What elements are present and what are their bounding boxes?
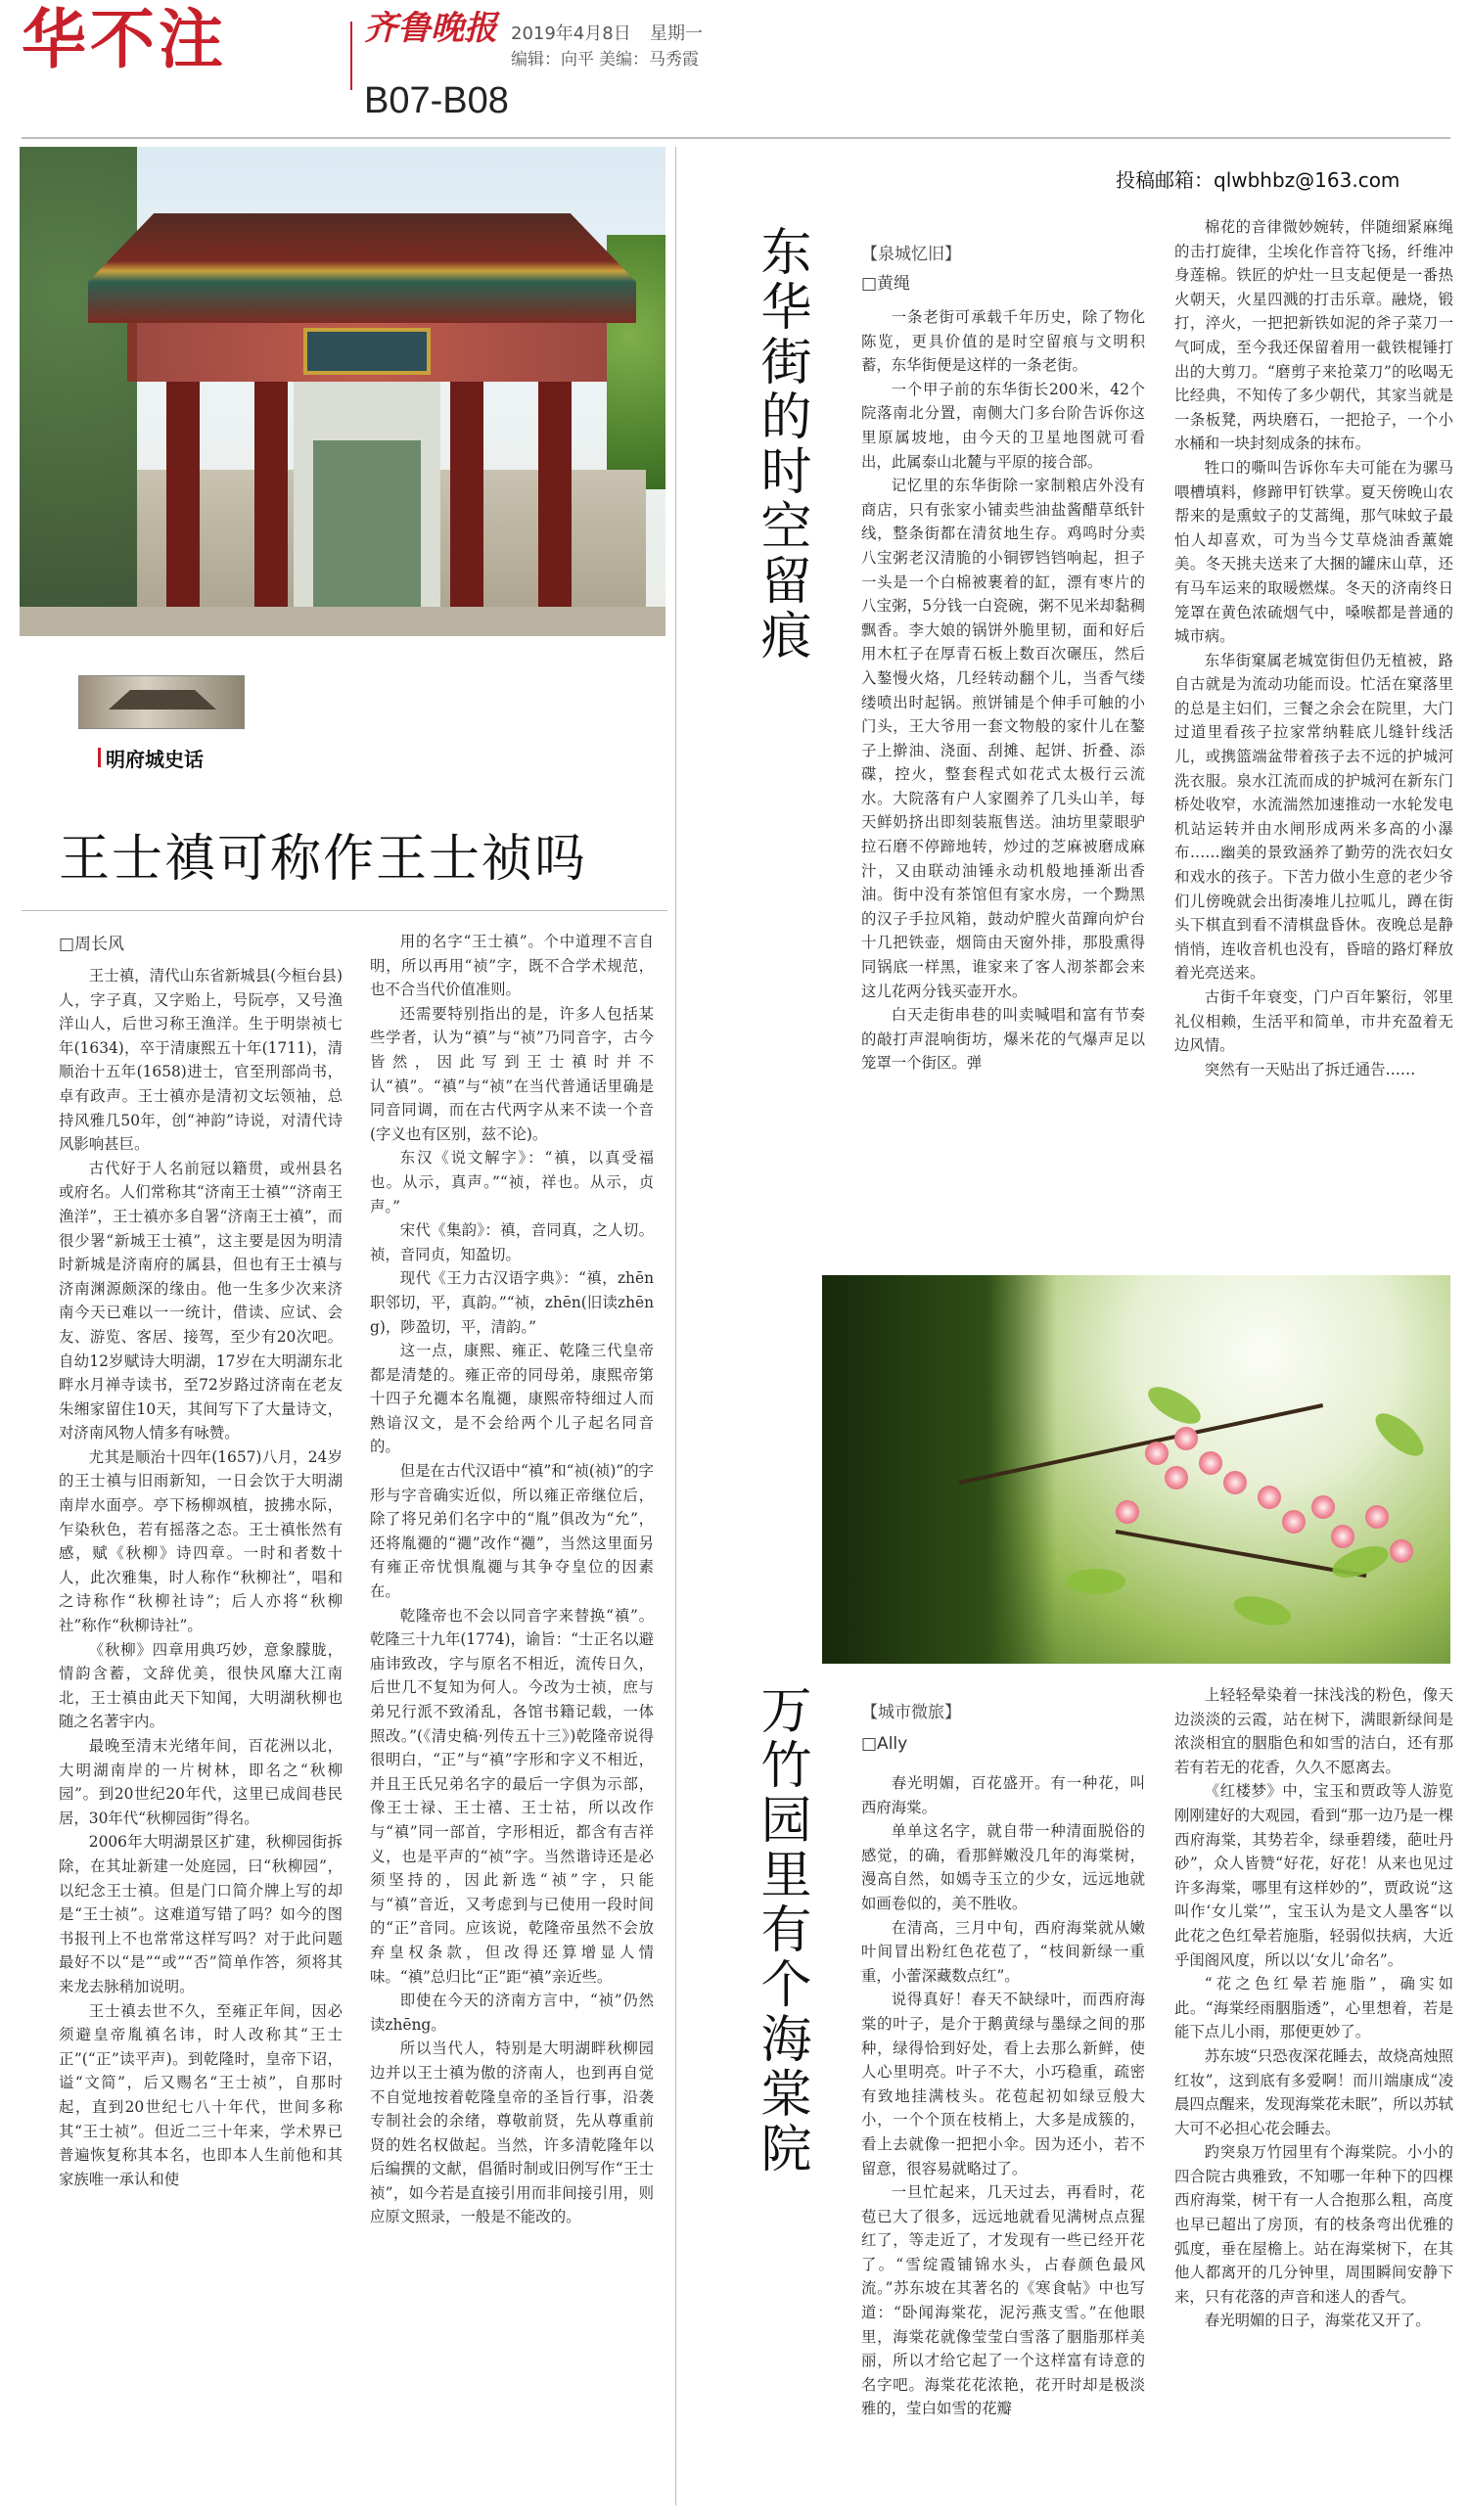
article-paragraph: 在清高，三月中旬，西府海棠就从嫩叶间冒出粉红色花苞了，“枝间新绿一重重，小蕾深藏数点红”。 (861, 1918, 1145, 1985)
article-paragraph: 牲口的嘶叫告诉你车夫可能在为骡马喂槽填料，修蹄甲钉铁掌。夏天傍晚山农帮来的是熏蚊子的艾蒿绳，那气味蚊子最怕人却喜欢，可为当今艾草烧油香薰媲美。冬天挑夫送来了大捆的罐床山草，还有马车运来的取暖燃煤。冬天的济南终日笼罩在黄色浓硫烟气中，嗓喉都是普通的城市病。 (1174, 458, 1453, 646)
article-paragraph: 上轻轻晕染着一抹浅浅的粉色，像天边淡淡的云霞，站在树下，满眼新绿间是浓淡相宜的胭脂色和如雪的洁白，还有那若有若无的花香，久久不愿离去。 (1174, 1686, 1453, 1776)
article-column-2 (1174, 215, 1453, 1266)
article-column-1 (861, 305, 1145, 1266)
column-tag: 明府城史话 (106, 748, 204, 771)
article-column-2 (370, 930, 654, 2510)
article-paragraph: 宋代《集韵》：禛，音同真，之人切。祯，音同贞，知盈切。 (370, 1221, 654, 1263)
page-numbers: B07-B08 (364, 80, 509, 121)
article-paragraph: 春光明媚，百花盛开。有一种花，叫西府海棠。 (861, 1774, 1145, 1816)
article-paragraph: 但是在古代汉语中“禛”和“祯(祯)”的字形与字音确实近似，所以雍正帝继位后，除了将兄弟们名字中的“胤”俱改为“允”，还将胤禵的“禵”改作“禵”，当然这里面另有雍正帝忧惧胤禵与其争夺皇位的因素在。 (370, 1462, 654, 1601)
article-paragraph: 说得真好！春天不缺绿叶，而西府海棠的叶子，是介于鹅黄绿与墨绿之间的那种，绿得恰到好处，看上去那么新鲜，使人心里明亮。叶子不大，小巧稳重，疏密有致地挂满枝头。花苞起初如绿豆般大小，一个个顶在枝梢上，大多是成簇的，看上去就像一把把小伞。因为还小，若不留意，很容易就略过了。 (861, 1991, 1145, 2177)
article-paragraph: 棉花的音律微妙婉转，伴随细紧麻绳的击打旋律，尘埃化作音符飞扬，纤维冲身莲棉。铁匠的炉灶一旦支起便是一番热火朝天，火星四溅的打击乐章。融烧，锻打，淬火，一把把新铁如泥的斧子菜刀一气呵成，至今我还保留着用一截铁棍锤打出的大剪刀。“磨剪子来抢菜刀”的吆喝无比经典，不知传了多少朝代，其家当就是一条板凳，两块磨石，一把抢子，一个小水桶和一块封刻成条的抹布。 (1174, 218, 1453, 453)
article-paragraph: 即使在今天的济南方言中，“祯”仍然读zhēng。 (370, 1992, 654, 2034)
article-paragraph: 一旦忙起来，几天过去，再看时，花苞已大了很多，远远地就看见满树点点猩红了，等走近了，才发现有一些已经开花了。“雪绽霞铺锦水头，占春颜色最风流。”苏东坡在其著名的《寒食帖》中也写道：“卧闻海棠花，泥污燕支雪。”在他眼里，海棠花就像莹莹白雪落了胭脂那样美丽，所以才给它起了一个这样富有诗意的名字吧。海棠花花浓艳，花开时却是极淡雅的，莹白如雪的花瓣 (861, 2183, 1145, 2418)
article-paragraph: “花之色红晕若施脂”，确实如此。“海棠经雨胭脂透”，心里想着，若是能下点儿小雨，那便更妙了。 (1174, 1975, 1453, 2041)
article-paragraph: 春光明媚的日子，海棠花又开了。 (1204, 2312, 1431, 2330)
article-column-1 (861, 1771, 1145, 2510)
article-column-1 (59, 964, 343, 2510)
article-paragraph: 趵突泉万竹园里有个海棠院。小小的四合院古典雅致，不知哪一年种下的四棵西府海棠，树干有一人合抱那么粗，高度也早已超出了房顶，有的枝条弯出优雅的弧度，垂在屋檐上。站在海棠树下，在其他人都离开的几分钟里，周围瞬间安静下来，只有花落的声音和迷人的香气。 (1174, 2143, 1453, 2306)
article-paragraph: 最晚至清末光绪年间，百花洲以北，大明湖南岸的一片树林，即名之“秋柳园”。到20世纪20年代，这里已成闾巷民居，30年代“秋柳园街”得名。 (59, 1737, 343, 1827)
section-brand: 华不注 (22, 2, 227, 77)
article-column-2 (1174, 1683, 1453, 2510)
article-paragraph: 记忆里的东华街除一家制粮店外没有商店，只有张家小铺卖些油盐酱醋草纸针线，整条街都在清贫地生存。鸡鸣时分卖八宝粥老汉清脆的小铜锣铛铛响起，担子一头是一个白棉被裹着的缸，漂有枣片的八宝粥，5分钱一白瓷碗，粥不见米却黏稠飘香。李大娘的锅饼外脆里韧，面和好后用木杠子在厚青石板上数百次碾压，然后入鏊慢火烙，几经转动翻个儿，当香气缕缕喷出时起锅。煎饼铺是个伸手可触的小门头，王大爷用一套文物般的家什儿在鏊子上擀油、浇面、刮摊、起饼、折叠、添碟，控火，整套程式如花式太极行云流水。大院落有户人家圈养了几头山羊，每天鲜奶挤出即刻装瓶售送。油坊里蒙眼驴拉石磨不停蹄地转，炒过的芝麻被磨成麻汁，又由联动油锤永动机般地捶渐出香油。街中没有茶馆但有家水房，一个黝黑的汉子手拉风箱，鼓动炉膛火苗蹿向炉台十几把铁壶，烟筒由天窗外排，那股熏得同锅底一样黑，谁家来了客人沏茶都会来这儿花两分钱买壶开水。 (861, 477, 1145, 1000)
article-paragraph: 王士禛，清代山东省新城县(今桓台县)人，字子真，又字贻上，号阮亭，又号渔洋山人，后世习称王渔洋。生于明崇祯七年(1634)，卒于清康熙五十年(1711)，清顺治十五年(1658)进士，官至刑部尚书，卓有政声。王士禛亦是清初文坛领袖，总持风雅几50年，创“神韵”诗说，对清代诗风影响甚巨。 (59, 967, 343, 1154)
article-paragraph: 白天走街串巷的叫卖喊唱和富有节奏的敲打声混响街坊，爆米花的气爆声足以笼罩一个街区。弹 (861, 1006, 1145, 1073)
article-paragraph: 一个甲子前的东华街长200米，42个院落南北分置，南侧大门多台阶告诉你这里原属坡地，由今天的卫星地图就可看出，此属泰山北麓与平原的接合部。 (861, 380, 1145, 471)
article-paragraph: 《秋柳》四章用典巧妙，意象朦胧，情韵含蓄，文辞优美，很快风靡大江南北，王士禛由此天下知闻，大明湖秋柳也随之名著宇内。 (59, 1640, 343, 1731)
article-paragraph: 古代好于人名前冠以籍贯，或州县名或府名。人们常称其“济南王士禛”“济南王渔洋”，王士禛亦多自署“济南王士禛”，而很少署“新城王士禛”，这主要是因为明清时新城是济南府的属县，但也有王士禛与济南渊源颇深的缘由。他一生多少次来济南今天已难以一一统计，借读、应试、会友、游览、客居、接驾，至少有20次吧。自幼12岁赋诗大明湖，17岁在大明湖东北畔水月禅寺读书，至72岁路过济南在老友朱缃家留住10天，其间写下了大量诗文，对济南风物人情多有咏赞。 (59, 1159, 343, 1443)
article-paragraph: 用的名字“王士禛”。个中道理不言自明，所以再用“祯”字，既不合学术规范，也不合当代价值准则。 (370, 933, 654, 999)
article-paragraph: 东汉《说文解字》：“禛，以真受福也。从示，真声。”“祯，祥也。从示，贞声。” (370, 1149, 654, 1215)
article-paragraph: 乾隆帝也不会以同音字来替换“禛”。乾隆三十九年(1774)，谕旨：“士正名以避庙讳致改，字与原名不相近，流传日久，后世几不复知为何人。今改为士祯，庶与弟兄行派不致淆乱，各馆书籍记载，一体照改。”(《清史稿·列传五十三》)乾隆帝说得很明白，“正”与“禛”字形和字义不相近，并且王氏兄弟名字的最后一字俱为示部，像王士禄、王士禧、王士祜，所以改作与“禛”同一部首，字形相近，都含有吉祥义，也是平声的“祯”字。当然谐诗还是必须坚持的，因此新选“祯”字，只能与“禛”音近，又考虑到与已使用一段时间的“正”音同。应该说，乾隆帝虽然不会放弃皇权条款，但改得还算增显人情味。“禛”总归比“正”距“禛”亲近些。 (370, 1606, 654, 1986)
begonia-photo (822, 1275, 1450, 1664)
section-tag: 【城市微旅】 (861, 1703, 961, 1722)
article-paragraph: 古街千年衰变，门户百年繁衍，邻里礼仪相赖，生活平和简单，市井充盈着无边风情。 (1174, 988, 1453, 1055)
article-paragraph: 还需要特别指出的是，许多人包括某些学者，认为“禛”与“祯”乃同音字，古今皆然，因此写到王士禛时并不认“禛”。“禛”与“祯”在当代普通话里确是同音同调，而在古代两字从来不读一个音(字义也有区别，兹不论)。 (370, 1004, 654, 1143)
article-paragraph: 《红楼梦》中，宝玉和贾政等人游览刚刚建好的大观园，看到“那一边乃是一棵西府海棠，其势若伞，绿垂碧缕，葩吐丹砂”，众人皆赞“好花，好花！从来也见过许多海棠，哪里有这样妙的”，贾政说“这叫作‘女儿棠’”，宝玉认为是文人墨客“以此花之色红晕若施脂，轻弱似扶病，大近乎闺阁风度，所以以‘女儿’命名”。 (1174, 1782, 1453, 1969)
article-paragraph: 东华街窠属老城宽街但仍无植被，路自古就是为流动功能而设。忙活在窠落里的总是主妇们，三餐之余会在院里，大门过道里看孩子拉家常纳鞋底儿缝针线活儿，或携篮端盆带着孩子去不远的护城河洗衣服。泉水江流而成的护城河在新东门桥处收窄，水流湍然加速推动一水轮发电机站运转并由水闸形成两米多高的小瀑布……幽美的景致涵养了勤劳的洗衣妇女和戏水的孩子。下苦力做小生意的老少爷们儿傍晚就会出街凑堆儿拉呱儿，蹲在街头下棋直到看不清棋盘昏休。夜晚总是静悄悄，连收音机也没有，昏暗的路灯释放着光亮送来。 (1174, 651, 1453, 983)
article-paragraph: 尤其是顺治十四年(1657)八月，24岁的王士禛与旧雨新知，一日会饮于大明湖南岸水面亭。亭下杨柳飒植，披拂水际，乍染秋色，若有摇落之态。王士禛怅然有感，赋《秋柳》诗四章。一时和者数十人，此次雅集，时人称作“秋柳社”，唱和之诗称作“秋柳社诗”；后人亦将“秋柳社”称作“秋柳诗社”。 (59, 1447, 343, 1635)
article-byline: □Ally (861, 1734, 908, 1754)
title-divider (22, 910, 667, 911)
submission-email: 投稿邮箱：qlwbhbz@163.com (1116, 168, 1400, 192)
article-paragraph: 苏东坡“只恐夜深花睡去，故烧高烛照红妆”，这到底有多爱啊！而川端康成“凌晨四点醒来，发现海棠花未眠”，所以苏轼大可不必担心花会睡去。 (1174, 2046, 1453, 2137)
article-paragraph: 现代《王力古汉语字典》：“禛，zhēn职邻切，平，真韵。”“祯，zhēn(旧读zhēng)，陟盈切，平，清韵。” (370, 1269, 654, 1336)
article-byline: □黄绳 (861, 274, 911, 294)
article-paragraph: 单单这名字，就自带一种清面脱俗的感觉，的确，看那鲜嫩没几年的海棠树，漫高自然，如嫣寺玉立的少女，远远地就如画卷似的，美不胜收。 (861, 1822, 1145, 1912)
header-divider (22, 137, 1450, 139)
article-paragraph: 2006年大明湖景区扩建，秋柳园街拆除，在其址新建一处庭园，曰“秋柳园”，以纪念王士禛。但是门口简介牌上写的却是“王士祯”。这难道写错了吗？如今的图书报刊上不也常常这样写吗？对于此问题最好不以“是”“或”“否”简单作答，须将其来龙去脉稍加说明。 (59, 1833, 343, 1995)
publication-date: 2019年4月8日 (511, 23, 631, 44)
article-paragraph: 这一点，康熙、雍正、乾隆三代皇帝都是清楚的。雍正帝的同母弟，康熙帝第十四子允禵本名胤禵，康熙帝特细过人而熟谙汉文，是不会给两个儿子起名同音的。 (370, 1342, 654, 1456)
article-title-vertical: 东华街的时空留痕 (752, 225, 810, 664)
article-paragraph: 所以当代人，特别是大明湖畔秋柳园边并以王士禛为傲的济南人，也到再自觉不自觉地按着乾隆皇帝的圣旨行事，沿袭专制社会的余绪，尊敬前贤，先从尊重前贤的姓名权做起。当然，许多清乾隆年以后编撰的文献，倡循时制或旧例写作“王士祯”，如今若是直接引用而非间接引用，则应原文照录，一般是不能改的。 (370, 2039, 654, 2226)
article-byline: □周长风 (59, 935, 125, 954)
article-paragraph: 一条老街可承载千年历史，除了物化陈览，更具价值的是时空留痕与文明积蓄，东华街便是这样的一条老街。 (861, 308, 1145, 375)
column-thumbnail (78, 675, 245, 729)
art-editor-credit: 美编：马秀霞 (599, 50, 699, 69)
article-title-vertical: 万竹园里有个海棠院 (752, 1683, 810, 2176)
publication-weekday: 星期一 (650, 23, 703, 44)
gate-photo (20, 147, 665, 636)
editor-credit: 编辑：向平 (511, 50, 594, 69)
section-tag: 【泉城忆旧】 (861, 245, 961, 264)
column-tag-marker (98, 748, 101, 767)
brand-divider (350, 22, 352, 90)
newspaper-logo: 齐鲁晚报 (364, 9, 497, 48)
page-column-divider (675, 147, 676, 2505)
article-paragraph: 突然有一天贴出了拆迁通告…… (1204, 1060, 1416, 1078)
article-title: 王士禛可称作王士祯吗 (59, 830, 588, 889)
article-paragraph: 王士禛去世不久，至雍正年间，因必须避皇帝胤禛名讳，时人改称其“王士正”(“正”读平声)。到乾隆时，皇帝下诏，谥“文简”，后又赐名“王士祯”，自那时起，直到20世纪七八十年代，世间多称其“王士祯”。但近二三十年来，学术界已普遍恢复称其本名，也即本人生前他和其家族唯一承认和使 (59, 2001, 343, 2188)
